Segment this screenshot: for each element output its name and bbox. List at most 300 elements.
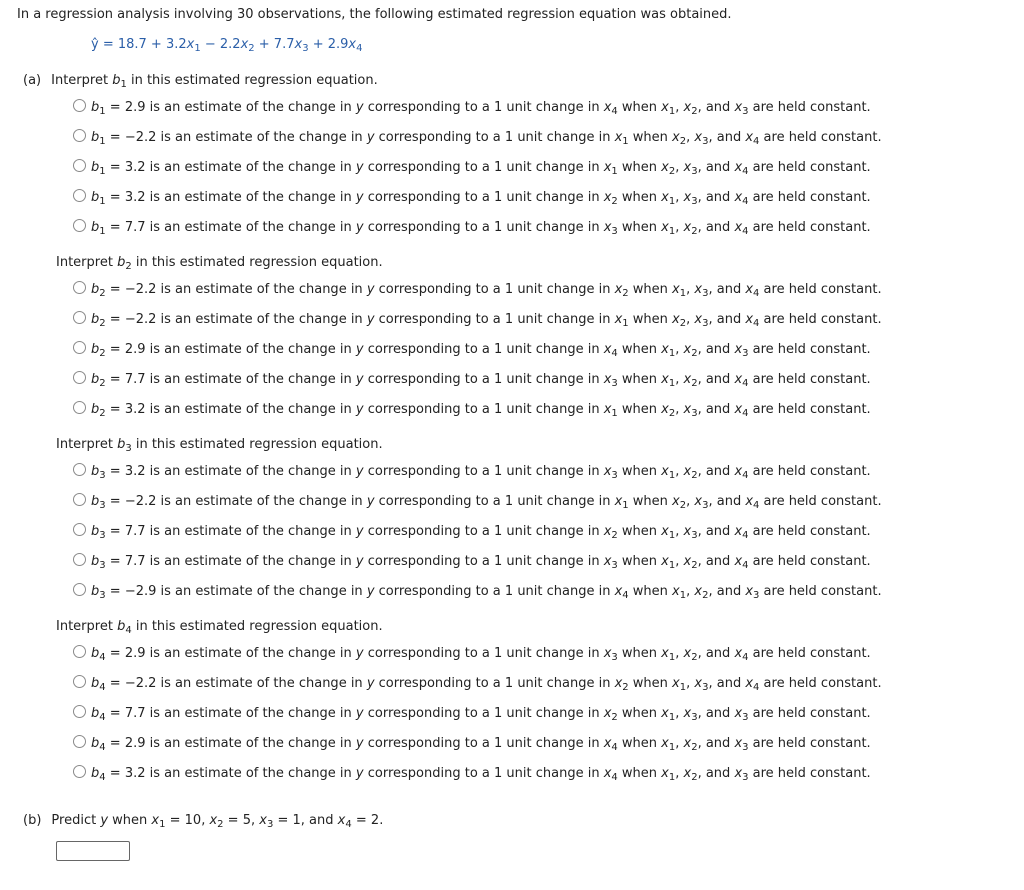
option-text: when (628, 676, 673, 691)
subscript: 3 (611, 378, 618, 389)
prompt-text: in this estimated regression equation. (131, 255, 383, 270)
option-text: when (617, 706, 662, 721)
coef-symbol: b (91, 100, 100, 115)
subscript: 2 (691, 378, 698, 389)
option-text: when (628, 584, 673, 599)
option-b4-4[interactable] (73, 734, 871, 754)
var-x: x (672, 676, 680, 691)
subscript: 2 (622, 682, 629, 693)
comma: , (686, 676, 695, 691)
option-b2-2[interactable] (73, 310, 882, 330)
subscript: 2 (668, 408, 676, 419)
option-b4-3[interactable] (73, 704, 871, 724)
prompt-text: Interpret (56, 619, 118, 634)
subscript: 3 (691, 196, 698, 207)
var-x: x (603, 220, 612, 235)
option-b1-3[interactable] (73, 158, 871, 178)
var-x: x (745, 312, 754, 327)
option-text: are held constant. (759, 282, 882, 297)
radio-button[interactable] (73, 401, 86, 414)
and-text: , and (697, 554, 735, 569)
option-b1-4[interactable] (73, 188, 871, 208)
var-x: x (614, 282, 623, 297)
option-b4-5[interactable] (73, 764, 871, 784)
comma: , (675, 160, 684, 175)
option-text: are held constant. (748, 190, 871, 205)
radio-button[interactable] (73, 645, 86, 658)
option-text: corresponding to a 1 unit change in (363, 524, 604, 539)
regression-equation (91, 37, 362, 52)
var-x: x (683, 342, 692, 357)
radio-button[interactable] (73, 523, 86, 536)
option-text: when (617, 464, 662, 479)
question-b4-prompt (56, 619, 383, 634)
option-b3-4[interactable] (73, 552, 871, 572)
var-x: x (683, 646, 692, 661)
coef-value: 3.2 (124, 402, 146, 417)
equation-part: x (348, 37, 357, 52)
option-text: corresponding to a 1 unit change in (374, 130, 615, 145)
coef-symbol: b (91, 190, 100, 205)
var-y: y (366, 676, 375, 691)
option-b3-2[interactable] (73, 492, 882, 512)
subscript: 3 (742, 348, 749, 359)
option-text: corresponding to a 1 unit change in (363, 646, 604, 661)
var-x: x (151, 813, 160, 828)
option-b1-5[interactable] (73, 218, 871, 238)
coef-value: 2.9 (124, 100, 146, 115)
var-x: x (734, 706, 743, 721)
coef-symbol: b (117, 619, 126, 634)
comma: , (675, 372, 684, 387)
var-x: x (661, 464, 669, 479)
var-x: x (745, 584, 754, 599)
radio-button[interactable] (73, 765, 86, 778)
option-text: when (617, 220, 662, 235)
question-b3-prompt (56, 437, 383, 452)
subscript: 4 (753, 500, 760, 511)
radio-button[interactable] (73, 583, 86, 596)
option-text: are held constant. (748, 402, 871, 417)
var-x: x (603, 160, 612, 175)
subscript: 4 (742, 408, 749, 419)
var-y: y (100, 813, 109, 828)
var-x: x (614, 584, 623, 599)
assigned-value: 10 (184, 813, 202, 828)
radio-button[interactable] (73, 99, 86, 112)
var-y: y (355, 190, 364, 205)
coef-symbol: b (91, 706, 100, 721)
coef-symbol: b (91, 554, 100, 569)
subscript: 1 (668, 106, 676, 117)
var-x: x (661, 766, 669, 781)
option-text: are held constant. (748, 646, 871, 661)
option-text: are held constant. (748, 706, 871, 721)
subscript: 4 (99, 772, 106, 783)
comma: , (675, 524, 684, 539)
equals: = (105, 554, 125, 569)
and-text: , and (708, 282, 746, 297)
subscript: 2 (611, 712, 618, 723)
subscript: 4 (742, 378, 749, 389)
subscript: 3 (742, 742, 749, 753)
coef-value: 7.7 (124, 220, 146, 235)
subscript: 3 (753, 590, 760, 601)
var-x: x (745, 676, 754, 691)
option-b4-1[interactable] (73, 644, 871, 664)
subscript: 3 (691, 712, 698, 723)
subscript: 1 (99, 136, 106, 147)
coef-value: −2.2 (124, 130, 157, 145)
equation-part: x (186, 37, 195, 52)
option-text: corresponding to a 1 unit change in (363, 160, 604, 175)
subscript: 1 (611, 408, 618, 419)
option-b3-5[interactable] (73, 582, 882, 602)
option-text: is an estimate of the change in (145, 766, 356, 781)
equation-part: ŷ = 18.7 + 3.2 (91, 37, 187, 52)
subscript: 3 (691, 408, 698, 419)
comma: , (675, 464, 684, 479)
option-b1-2[interactable] (73, 128, 882, 148)
var-x: x (734, 100, 743, 115)
var-x: x (694, 584, 703, 599)
equals: = (105, 524, 125, 539)
prediction-answer-input[interactable] (56, 841, 130, 861)
var-x: x (661, 100, 669, 115)
option-text: are held constant. (748, 342, 871, 357)
subscript: 2 (248, 43, 255, 54)
radio-button[interactable] (73, 493, 86, 506)
option-text: is an estimate of the change in (145, 706, 356, 721)
var-y: y (355, 554, 364, 569)
subscript: 3 (702, 136, 709, 147)
subscript: 2 (668, 166, 676, 177)
subscript: 1 (622, 500, 629, 511)
subscript: 4 (125, 625, 132, 636)
var-x: x (694, 282, 703, 297)
coef-symbol: b (91, 736, 100, 751)
var-x: x (603, 554, 612, 569)
var-x: x (694, 312, 703, 327)
subscript: 4 (742, 560, 749, 571)
var-y: y (355, 372, 364, 387)
option-b3-3[interactable] (73, 522, 871, 542)
and-text: , and (708, 584, 746, 599)
coef-value: −2.2 (124, 676, 157, 691)
option-b1-1[interactable] (73, 98, 871, 118)
subscript: 4 (99, 742, 106, 753)
coef-symbol: b (112, 73, 121, 88)
and-text: , and (697, 342, 735, 357)
var-x: x (734, 464, 743, 479)
option-b3-1[interactable] (73, 462, 871, 482)
and-text: , and (697, 736, 735, 751)
part-b-prompt (23, 813, 383, 828)
subscript: 2 (679, 500, 687, 511)
subscript: 1 (668, 652, 676, 663)
question-b1-prompt (23, 73, 378, 88)
option-text: is an estimate of the change in (156, 312, 367, 327)
var-x: x (683, 554, 692, 569)
option-text: corresponding to a 1 unit change in (374, 676, 615, 691)
coef-symbol: b (91, 372, 100, 387)
coef-symbol: b (91, 130, 100, 145)
option-text: corresponding to a 1 unit change in (374, 312, 615, 327)
coef-symbol: b (91, 402, 100, 417)
prompt-text: in this estimated regression equation. (126, 73, 378, 88)
subscript: 2 (691, 106, 698, 117)
subscript: 4 (753, 288, 760, 299)
subscript: 3 (691, 530, 698, 541)
comma: , (675, 190, 684, 205)
option-b2-1[interactable] (73, 280, 882, 300)
option-text: are held constant. (759, 494, 882, 509)
option-text: is an estimate of the change in (145, 736, 356, 751)
part-label: (a) (23, 73, 42, 88)
subscript: 3 (702, 500, 709, 511)
var-x: x (672, 130, 680, 145)
var-x: x (683, 706, 692, 721)
comma: , (675, 736, 684, 751)
subscript: 4 (356, 43, 363, 54)
option-text: corresponding to a 1 unit change in (363, 766, 604, 781)
subscript: 4 (753, 318, 760, 329)
var-y: y (355, 766, 364, 781)
option-text: is an estimate of the change in (145, 402, 356, 417)
var-x: x (745, 494, 754, 509)
coef-value: −2.2 (124, 312, 157, 327)
subscript: 4 (611, 772, 618, 783)
subscript: 3 (742, 712, 749, 723)
comma: , (686, 130, 695, 145)
option-text: is an estimate of the change in (145, 646, 356, 661)
option-text: is an estimate of the change in (145, 554, 356, 569)
coef-value: 3.2 (124, 464, 146, 479)
radio-button[interactable] (73, 371, 86, 384)
subscript: 1 (622, 136, 629, 147)
var-x: x (661, 220, 669, 235)
coef-value: 7.7 (124, 706, 146, 721)
comma: , (686, 584, 695, 599)
radio-button[interactable] (73, 341, 86, 354)
subscript: 1 (611, 166, 618, 177)
var-x: x (734, 524, 743, 539)
coef-value: 3.2 (124, 766, 146, 781)
option-text: corresponding to a 1 unit change in (363, 190, 604, 205)
var-y: y (355, 402, 364, 417)
prompt-text: Predict (51, 813, 101, 828)
subscript: 1 (668, 470, 676, 481)
var-y: y (366, 282, 375, 297)
option-b2-5[interactable] (73, 400, 871, 420)
option-b2-3[interactable] (73, 340, 871, 360)
radio-button[interactable] (73, 463, 86, 476)
radio-button[interactable] (73, 189, 86, 202)
option-text: corresponding to a 1 unit change in (363, 372, 604, 387)
var-x: x (734, 766, 743, 781)
prompt-text: in this estimated regression equation. (131, 619, 383, 634)
var-x: x (683, 372, 692, 387)
and-text: , and (697, 100, 735, 115)
var-x: x (603, 100, 612, 115)
subscript: 3 (99, 530, 106, 541)
coef-symbol: b (91, 342, 100, 357)
subscript: 2 (622, 288, 629, 299)
subscript: 2 (99, 318, 106, 329)
equals: = (105, 160, 125, 175)
comma: , (675, 646, 684, 661)
var-y: y (366, 584, 375, 599)
subscript: 2 (691, 470, 698, 481)
option-b4-2[interactable] (73, 674, 882, 694)
and-text: , and (708, 494, 746, 509)
var-x: x (603, 190, 612, 205)
var-y: y (355, 736, 364, 751)
option-text: when (617, 524, 662, 539)
var-y: y (366, 130, 375, 145)
radio-button[interactable] (73, 675, 86, 688)
option-text: is an estimate of the change in (145, 160, 356, 175)
subscript: 2 (125, 261, 132, 272)
option-text: are held constant. (759, 676, 882, 691)
comma: , (675, 706, 684, 721)
var-x: x (672, 282, 680, 297)
var-x: x (661, 646, 669, 661)
option-text: are held constant. (748, 766, 871, 781)
subscript: 1 (99, 226, 106, 237)
var-x: x (614, 312, 623, 327)
equals: = (105, 402, 125, 417)
var-x: x (734, 342, 743, 357)
period: . (379, 813, 384, 828)
var-x: x (683, 100, 692, 115)
radio-button[interactable] (73, 159, 86, 172)
coef-symbol: b (117, 255, 126, 270)
option-text: when (617, 342, 662, 357)
var-x: x (734, 554, 743, 569)
coef-value: −2.2 (124, 282, 157, 297)
subscript: 3 (99, 590, 106, 601)
and-text: , and (697, 220, 735, 235)
assigned-value: 2 (370, 813, 380, 828)
subscript: 2 (99, 288, 106, 299)
radio-button[interactable] (73, 735, 86, 748)
option-b2-4[interactable] (73, 370, 871, 390)
var-x: x (734, 190, 743, 205)
prompt-text: Interpret (56, 255, 118, 270)
var-x: x (603, 736, 612, 751)
comma: , (675, 220, 684, 235)
subscript: 1 (622, 318, 629, 329)
option-text: corresponding to a 1 unit change in (374, 494, 615, 509)
radio-button[interactable] (73, 219, 86, 232)
var-x: x (734, 646, 743, 661)
option-text: are held constant. (748, 464, 871, 479)
option-text: are held constant. (748, 372, 871, 387)
subscript: 1 (668, 712, 676, 723)
subscript: 4 (742, 652, 749, 663)
var-x: x (614, 494, 623, 509)
and-text: , and (697, 160, 735, 175)
subscript: 2 (99, 348, 106, 359)
subscript: 1 (668, 742, 676, 753)
comma: , (675, 100, 684, 115)
and-text: , and (697, 372, 735, 387)
option-text: corresponding to a 1 unit change in (374, 584, 615, 599)
radio-button[interactable] (73, 129, 86, 142)
var-x: x (683, 220, 692, 235)
coef-symbol: b (91, 766, 100, 781)
and-text: , and (697, 190, 735, 205)
subscript: 3 (99, 500, 106, 511)
comma: , (675, 766, 684, 781)
assigned-value: 5 (242, 813, 251, 828)
subscript: 4 (753, 136, 760, 147)
var-x: x (683, 766, 692, 781)
var-x: x (614, 130, 623, 145)
coef-symbol: b (117, 437, 126, 452)
option-text: is an estimate of the change in (145, 464, 356, 479)
option-text: when (617, 190, 662, 205)
equals: = (165, 813, 185, 828)
subscript: 3 (702, 682, 709, 693)
comma: , (675, 554, 684, 569)
subscript: 2 (217, 819, 224, 830)
var-x: x (745, 282, 754, 297)
var-x: x (259, 813, 267, 828)
subscript: 1 (120, 79, 127, 90)
option-text: is an estimate of the change in (156, 282, 367, 297)
subscript: 2 (691, 772, 698, 783)
separator: , (201, 813, 210, 828)
subscript: 2 (611, 196, 618, 207)
coef-value: 2.9 (124, 736, 146, 751)
subscript: 1 (668, 378, 676, 389)
option-text: are held constant. (748, 220, 871, 235)
coef-value: 2.9 (124, 646, 146, 661)
equals: = (105, 676, 125, 691)
option-text: is an estimate of the change in (156, 584, 367, 599)
option-text: is an estimate of the change in (156, 676, 367, 691)
subscript: 1 (668, 226, 676, 237)
var-x: x (603, 524, 612, 539)
subscript: 3 (266, 819, 274, 830)
var-x: x (734, 160, 743, 175)
question-b2-prompt (56, 255, 383, 270)
var-x: x (603, 464, 612, 479)
radio-button[interactable] (73, 311, 86, 324)
var-x: x (661, 160, 669, 175)
and-text: , and (708, 312, 746, 327)
equals: = (105, 584, 125, 599)
equals: = (105, 372, 125, 387)
subscript: 4 (742, 166, 749, 177)
subscript: 3 (611, 226, 618, 237)
radio-button[interactable] (73, 281, 86, 294)
radio-button[interactable] (73, 553, 86, 566)
subscript: 1 (668, 348, 676, 359)
var-x: x (661, 342, 669, 357)
option-text: is an estimate of the change in (145, 342, 356, 357)
option-text: are held constant. (748, 736, 871, 751)
subscript: 1 (99, 106, 106, 117)
option-text: corresponding to a 1 unit change in (363, 402, 604, 417)
coef-value: 2.9 (124, 342, 146, 357)
subscript: 3 (302, 43, 309, 54)
equals: = (105, 342, 125, 357)
radio-button[interactable] (73, 705, 86, 718)
subscript: 4 (99, 652, 106, 663)
